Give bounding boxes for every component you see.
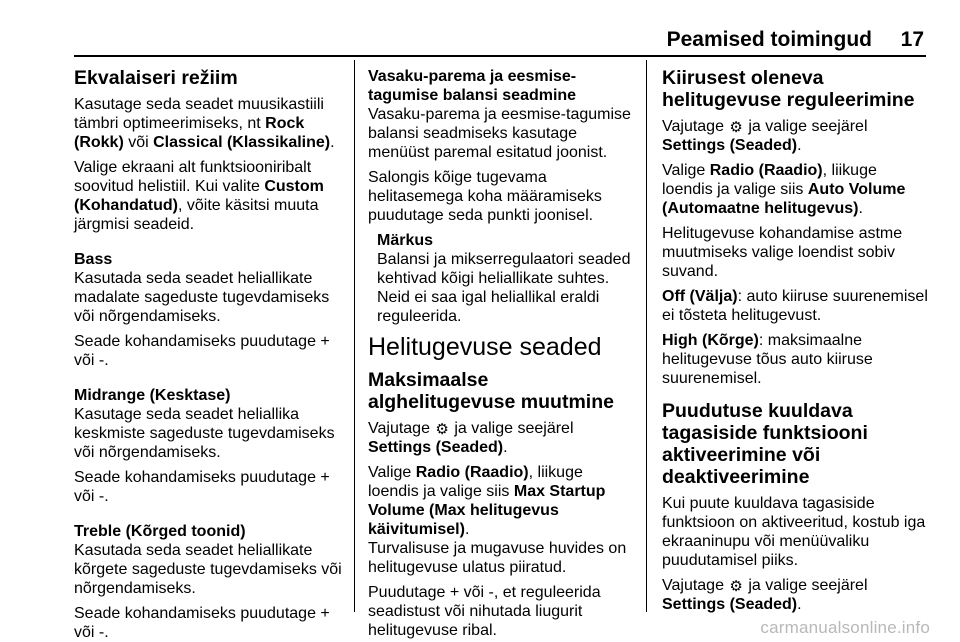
- treble-adjust-text: Seade kohandamiseks puudutage + või -.: [74, 605, 330, 641]
- gear-icon: ⚙: [435, 421, 449, 438]
- treble-heading: Treble (Kõrged toonid): [74, 523, 246, 540]
- column-divider: [354, 60, 355, 612]
- note-label: Märkus: [377, 232, 434, 249]
- option-off: Off (Välja): auto kiiruse suurenemisel ei tõsteta helitugevust.: [662, 288, 928, 324]
- equalizer-intro: Kasutage seda seadet muusikastiili tämbri optimeerimiseks, nt Rock (Rokk) või Classical (Klassikaline).: [74, 96, 335, 151]
- speed-volume-step1: Vajutage ⚙ ja valige seejärel Settings (Seaded).: [662, 118, 868, 154]
- volume-settings-heading: Helitugevuse seaded: [368, 333, 602, 361]
- column-middle: [368, 60, 634, 639]
- equalizer-custom-text: Valige ekraani alt funktsiooniribalt soovitud helistiil. Kui valite Custom (Kohandatud), võite käsitsi muuta järgmisi seadeid.: [74, 159, 324, 233]
- max-volume-step2: Valige Radio (Raadio), liikuge loendis ja valige siis Max Startup Volume (Max helitugevus käivitumisel). Turvalisuse ja mugavuse huvides on helitugevuse ulatus piiratud.: [368, 464, 627, 576]
- treble-text: Kasutada seda seadet heliallikate kõrgete sageduste tugevdamiseks või nõrgendamiseks.: [74, 542, 342, 597]
- fader-point-text: Salongis kõige tugevama helitasemega koha määramiseks puudutage seda punkti joonisel.: [368, 169, 602, 224]
- max-volume-step3: Puudutage + või -, et reguleerida seadistust või nihutada liugurit helitugevuse ribal.: [368, 584, 601, 639]
- max-startup-volume-heading: Maksimaalse alghelitugevuse muutmine: [368, 369, 614, 413]
- midrange-heading: Midrange (Kesktase): [74, 387, 231, 404]
- midrange-adjust-text: Seade kohandamiseks puudutage + või -.: [74, 469, 330, 505]
- speed-volume-step3: Helitugevuse kohandamise astme muutmiseks valige loendist sobiv suvand.: [662, 225, 903, 280]
- fader-text: Vasaku-parema ja eesmise-tagumise balansi seadmiseks kasutage menüüst paremal esitatud joonist.: [368, 106, 631, 161]
- bass-text: Kasutada seda seadet heliallikate madalate sageduste tugevdamiseks või nõrgendamiseks.: [74, 270, 330, 325]
- gear-icon: ⚙: [729, 119, 743, 136]
- speed-volume-step2: Valige Radio (Raadio), liikuge loendis ja valige siis Auto Volume (Automaatne helitugevus).: [662, 162, 906, 217]
- note-box: [368, 231, 634, 326]
- speed-volume-heading: Kiirusest oleneva helitugevuse reguleerimine: [662, 67, 915, 111]
- equalizer-heading: Ekvalaiseri režiim: [74, 67, 238, 89]
- header-divider: [74, 55, 926, 57]
- touch-feedback-step: Vajutage ⚙ ja valige seejärel Settings (Seaded).: [662, 577, 868, 613]
- note-text: Balansi ja mikserregulaatori seaded kehtivad kõigi heliallikate suhtes. Neid ei saa igal heliallikal eraldi reguleerida.: [377, 251, 631, 325]
- bass-adjust-text: Seade kohandamiseks puudutage + või -.: [74, 333, 330, 369]
- touch-feedback-heading: Puudutuse kuuldava tagasiside funktsiooni aktiveerimine või deaktiveerimine: [662, 400, 868, 488]
- column-left: [74, 60, 344, 641]
- midrange-text: Kasutage seda seadet heliallika keskmiste sageduste tugevdamiseks või nõrgendamiseks.: [74, 406, 335, 461]
- watermark: carmanualsonline.info: [760, 618, 930, 637]
- bass-heading: Bass: [74, 251, 113, 268]
- column-divider: [646, 60, 647, 612]
- fader-heading: Vasaku-parema ja eesmise-tagumise balansi seadmine: [368, 68, 577, 104]
- section-title: Peamised toimingud: [666, 28, 872, 51]
- page-header: [0, 0, 960, 60]
- gear-icon: ⚙: [729, 578, 743, 595]
- option-high: High (Kõrge): maksimaalne helitugevuse tõus auto kiiruse suurenemisel.: [662, 332, 873, 387]
- max-volume-step1: Vajutage ⚙ ja valige seejärel Settings (Seaded).: [368, 420, 574, 456]
- page-number: 17: [900, 28, 924, 51]
- touch-feedback-text: Kui puute kuuldava tagasiside funktsioon on aktiveeritud, kostub iga ekraaninupu või menüüvaliku puudutamisel piiks.: [662, 495, 926, 569]
- column-right: [662, 60, 930, 612]
